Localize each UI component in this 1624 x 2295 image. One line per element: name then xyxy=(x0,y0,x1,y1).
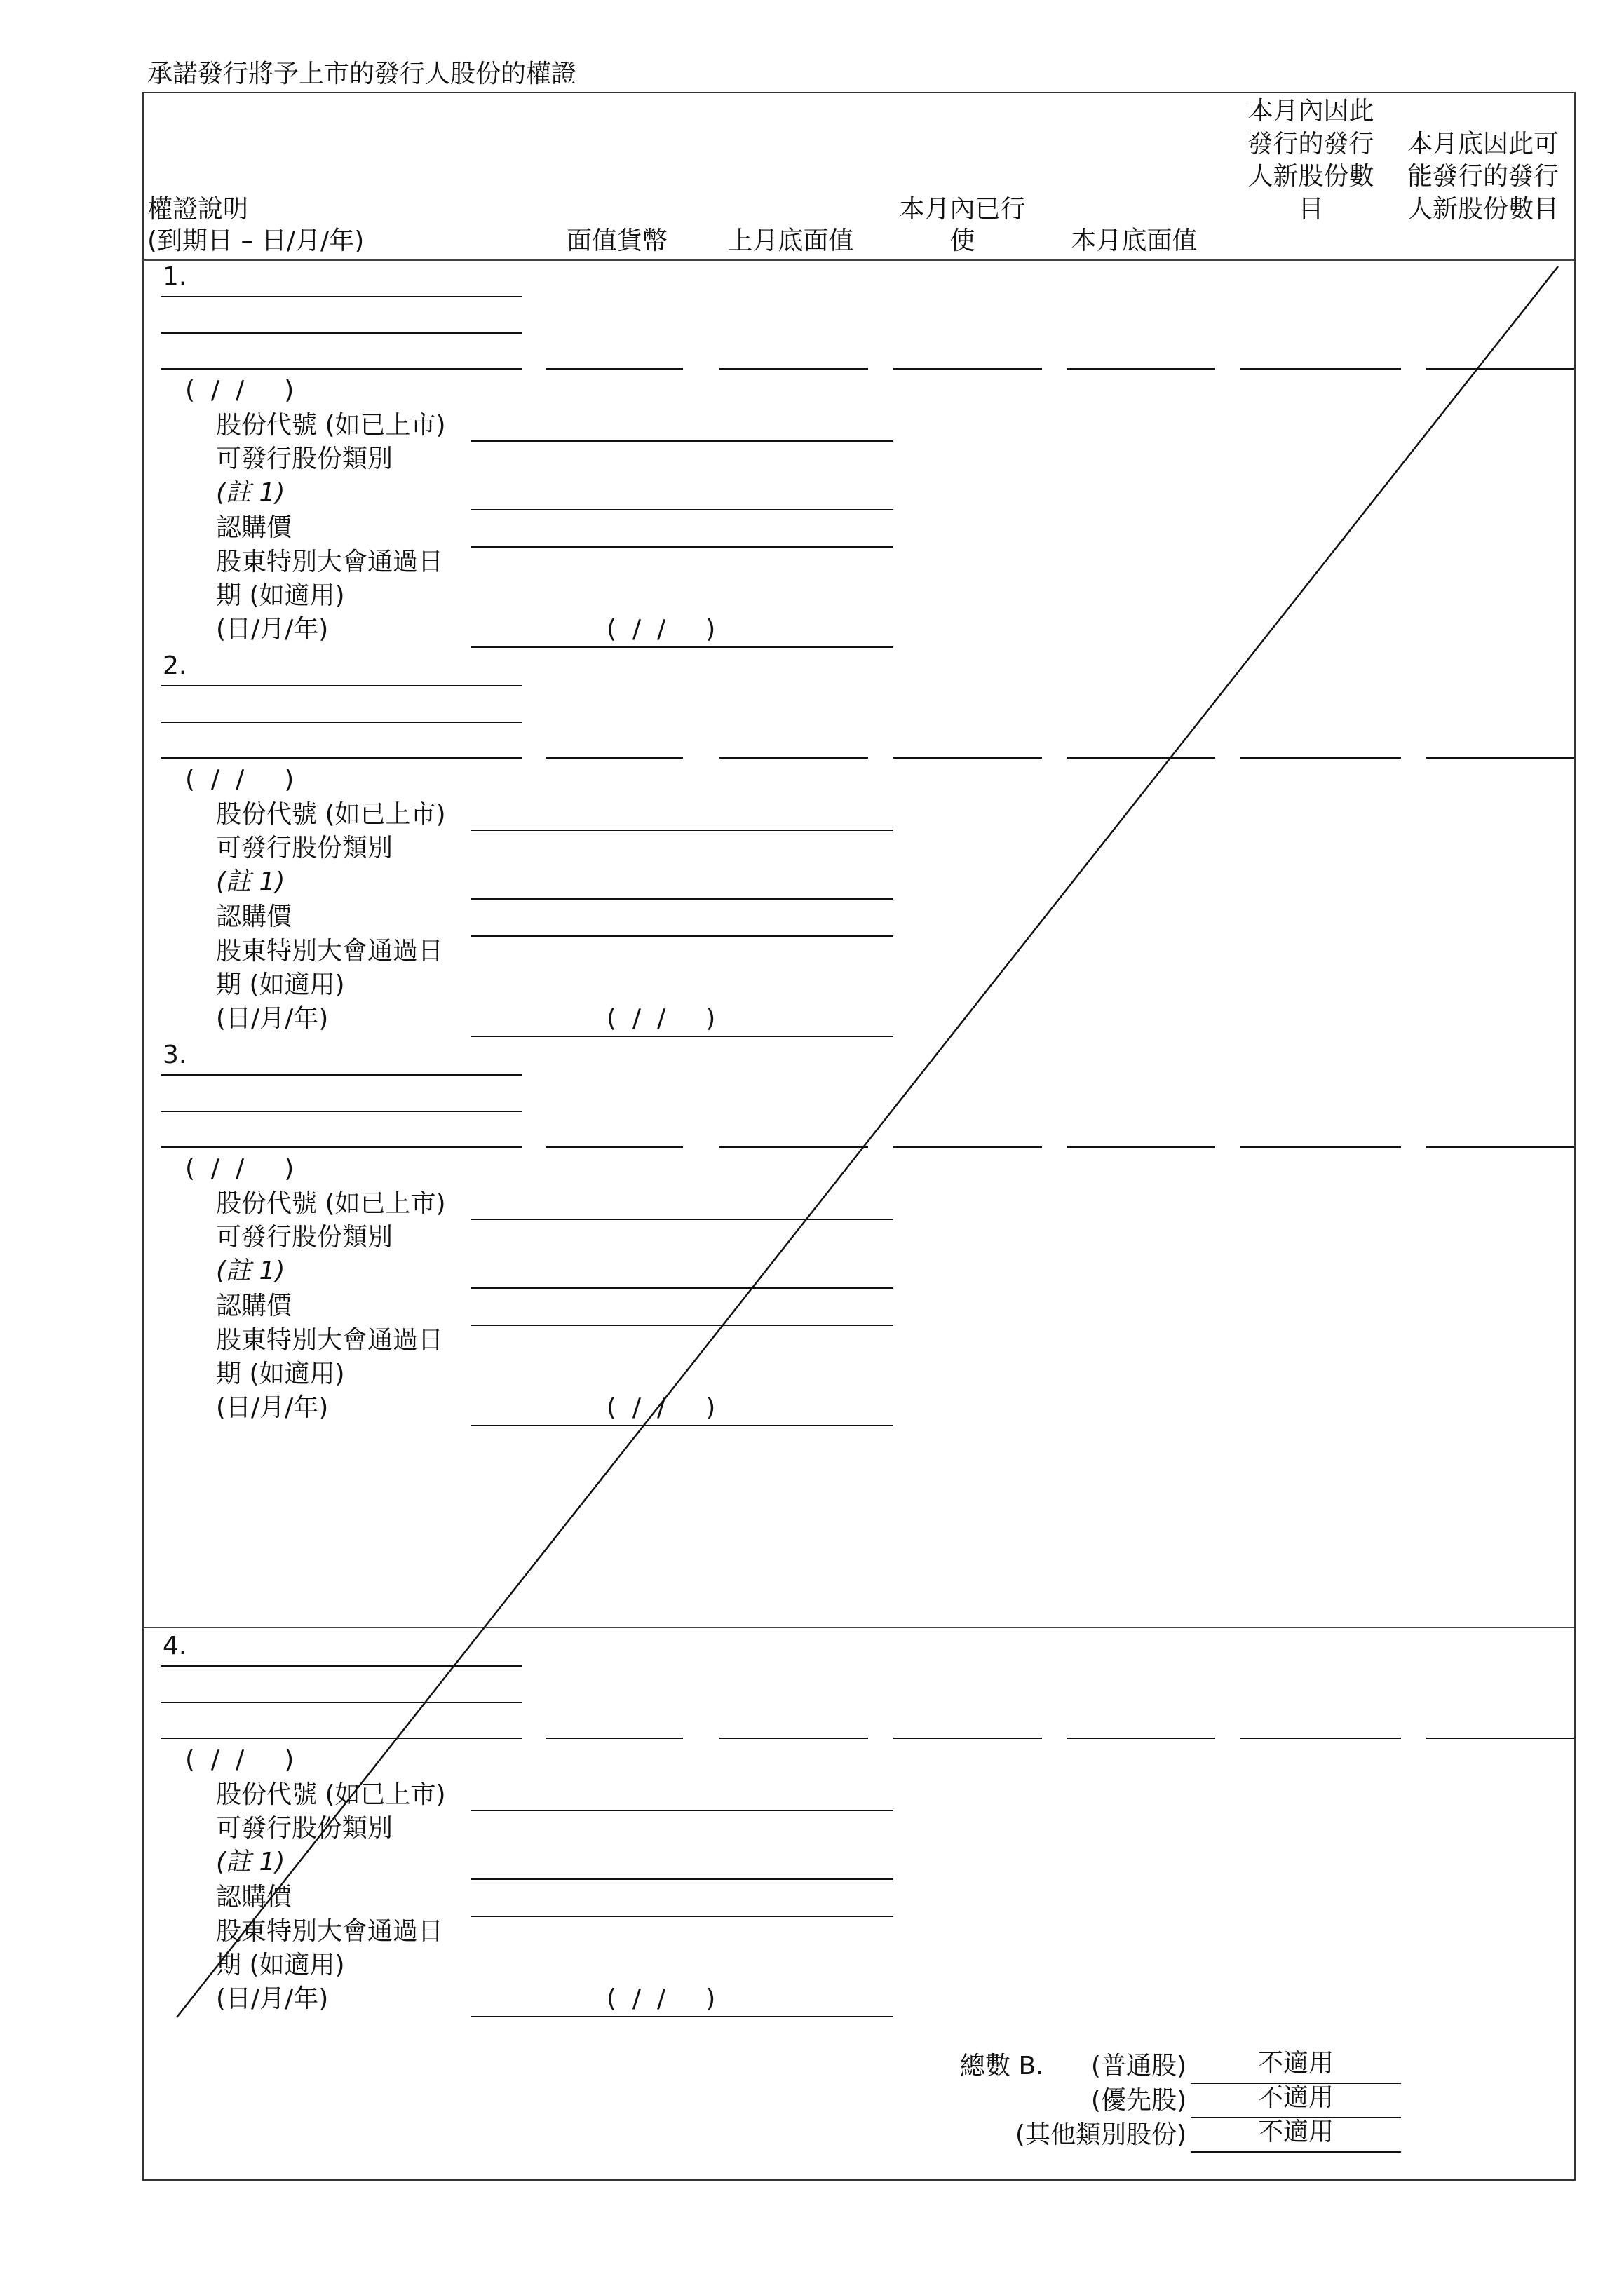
share-class-label: 可發行股份類別 xyxy=(216,445,393,473)
egm-date-placeholder: ( / / ) xyxy=(607,1984,716,2013)
header-issued-line3: 人新股份數 xyxy=(1247,162,1374,191)
egm-date-label-3: (日/月/年) xyxy=(216,1393,329,1422)
totals-ordinary-value: 不適用 xyxy=(1257,2049,1334,2078)
egm-date-label-1: 股東特別大會通過日 xyxy=(216,548,444,576)
expiry-date-placeholder: ( / / ) xyxy=(185,1745,295,1774)
share-class-label: 可發行股份類別 xyxy=(216,1814,393,1843)
note-reference: (註 1) xyxy=(216,1257,285,1285)
totals-other-label: (其他類別股份) xyxy=(1015,2120,1186,2149)
egm-date-label-1: 股東特別大會通過日 xyxy=(216,1917,444,1946)
note-reference: (註 1) xyxy=(216,1848,285,1876)
header-exercised-line2: 使 xyxy=(949,226,975,255)
stock-code-label: 股份代號 (如已上市) xyxy=(216,1780,446,1809)
entry-number: 2. xyxy=(163,651,187,680)
header-issued-line4: 目 xyxy=(1298,195,1324,224)
totals-ordinary-label: (普通股) xyxy=(1090,2052,1186,2080)
note-reference: (註 1) xyxy=(216,478,285,507)
subscription-price-label: 認購價 xyxy=(216,1883,292,1911)
share-class-label: 可發行股份類別 xyxy=(216,834,393,862)
stock-code-label: 股份代號 (如已上市) xyxy=(216,1189,446,1218)
totals-other-value: 不適用 xyxy=(1257,2118,1334,2146)
header-month-end-nominal: 本月底面值 xyxy=(1071,226,1198,255)
egm-date-label-2: 期 (如適用) xyxy=(216,1951,345,1979)
expiry-date-placeholder: ( / / ) xyxy=(185,765,295,794)
totals-label: 總數 B. xyxy=(960,2052,1044,2080)
egm-date-label-2: 期 (如適用) xyxy=(216,581,345,610)
header-issued-line1: 本月內因此 xyxy=(1247,97,1374,126)
note-reference: (註 1) xyxy=(216,867,285,896)
header-description-line1: 權證說明 xyxy=(147,195,249,224)
header-issuable-line1: 本月底因此可 xyxy=(1407,130,1559,158)
egm-date-label-1: 股東特別大會通過日 xyxy=(216,1326,444,1355)
header-exercised-line1: 本月內已行 xyxy=(899,195,1026,224)
header-issuable-line3: 人新股份數目 xyxy=(1407,195,1559,224)
subscription-price-label: 認購價 xyxy=(216,902,292,931)
header-prev-month-nominal: 上月底面值 xyxy=(727,226,854,255)
egm-date-label-1: 股東特別大會通過日 xyxy=(216,937,444,966)
egm-date-label-3: (日/月/年) xyxy=(216,615,329,644)
egm-date-label-2: 期 (如適用) xyxy=(216,970,345,999)
entry-number: 3. xyxy=(163,1041,187,1069)
entry-number: 1. xyxy=(163,262,187,291)
page-title: 承諾發行將予上市的發行人股份的權證 xyxy=(147,60,577,88)
expiry-date-placeholder: ( / / ) xyxy=(185,376,295,405)
egm-date-placeholder: ( / / ) xyxy=(607,1393,716,1422)
entry-number: 4. xyxy=(163,1632,187,1660)
egm-date-placeholder: ( / / ) xyxy=(607,615,716,644)
totals-preference-value: 不適用 xyxy=(1257,2083,1334,2112)
header-issued-line2: 發行的發行 xyxy=(1247,130,1374,158)
subscription-price-label: 認購價 xyxy=(216,1292,292,1320)
header-description-line2: (到期日 – 日/月/年) xyxy=(147,226,365,255)
egm-date-label-2: 期 (如適用) xyxy=(216,1360,345,1388)
header-currency: 面值貨幣 xyxy=(566,226,668,255)
totals-preference-label: (優先股) xyxy=(1090,2086,1186,2115)
header-issuable-line2: 能發行的發行 xyxy=(1407,162,1559,191)
egm-date-label-3: (日/月/年) xyxy=(216,1004,329,1033)
stock-code-label: 股份代號 (如已上市) xyxy=(216,800,446,829)
share-class-label: 可發行股份類別 xyxy=(216,1223,393,1252)
stock-code-label: 股份代號 (如已上市) xyxy=(216,411,446,440)
egm-date-label-3: (日/月/年) xyxy=(216,1984,329,2013)
expiry-date-placeholder: ( / / ) xyxy=(185,1154,295,1183)
subscription-price-label: 認購價 xyxy=(216,513,292,542)
egm-date-placeholder: ( / / ) xyxy=(607,1004,716,1033)
